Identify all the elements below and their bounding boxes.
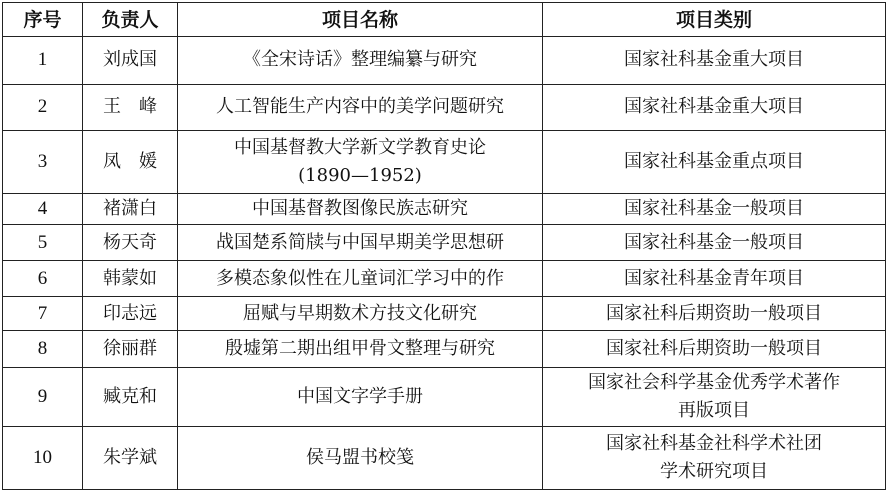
cell-leader: 臧克和 [83, 367, 178, 427]
cell-leader: 朱学斌 [83, 427, 178, 490]
cell-project-name [178, 131, 543, 194]
cell-leader: 徐丽群 [83, 331, 178, 367]
project-type-line: 国家社科后期资助一般项目 [606, 337, 822, 359]
project-type-line: 国家社科基金重点项目 [624, 150, 804, 172]
cell-project-name [178, 331, 543, 367]
cell-leader: 印志远 [83, 296, 178, 330]
project-type-line: 国家社科基金重大项目 [624, 49, 804, 71]
cell-project-type [543, 331, 886, 367]
project-name-line: 侯马盟书校笺 [306, 447, 414, 469]
header-row [3, 3, 886, 37]
project-name-line: 中国基督教图像民族志研究 [252, 197, 468, 219]
cell-index: 2 [3, 84, 83, 131]
cell-index: 6 [3, 261, 83, 296]
project-type-line: 国家社科基金社科学术社团 [606, 433, 822, 455]
project-type-line: 国家社科后期资助一般项目 [606, 302, 822, 324]
header-index: 序号 [3, 3, 83, 37]
header-leader: 负责人 [83, 3, 178, 37]
cell-project-name [178, 427, 543, 490]
project-table [2, 2, 886, 490]
table-row [3, 131, 886, 194]
cell-project-name [178, 84, 543, 131]
table-row [3, 84, 886, 131]
table-body [3, 37, 886, 490]
project-type-line: 学术研究项目 [660, 461, 768, 483]
cell-project-type [543, 37, 886, 85]
project-type-line: 国家社科基金青年项目 [624, 267, 804, 289]
project-name-line: 中国基督教大学新文学教育史论 [234, 136, 486, 158]
header-project-type: 项目类别 [543, 3, 886, 37]
cell-project-name [178, 296, 543, 330]
cell-leader: 刘成国 [83, 37, 178, 85]
project-name-line: 多模态象似性在儿童词汇学习中的作 [216, 267, 504, 289]
project-type-line: 国家社科基金重大项目 [624, 96, 804, 118]
cell-project-name [178, 193, 543, 224]
cell-leader: 王 峰 [83, 84, 178, 131]
cell-index: 3 [3, 131, 83, 194]
table-row [3, 331, 886, 367]
cell-project-type [543, 225, 886, 261]
project-name-line: 人工智能生产内容中的美学问题研究 [216, 96, 504, 118]
cell-index: 9 [3, 367, 83, 427]
project-type-line: 国家社科基金一般项目 [624, 231, 804, 253]
cell-index: 5 [3, 225, 83, 261]
project-name-line: 中国文字学手册 [297, 385, 423, 407]
project-name-line: 屈赋与早期数术方技文化研究 [243, 302, 477, 324]
cell-project-type [543, 427, 886, 490]
table-row [3, 261, 886, 296]
cell-project-type [543, 367, 886, 427]
cell-index: 7 [3, 296, 83, 330]
table-row [3, 427, 886, 490]
cell-index: 10 [3, 427, 83, 490]
cell-project-type [543, 131, 886, 194]
cell-project-name [178, 367, 543, 427]
table-row [3, 37, 886, 85]
cell-project-name [178, 37, 543, 85]
cell-leader: 韩蒙如 [83, 261, 178, 296]
cell-index: 4 [3, 193, 83, 224]
cell-project-name [178, 261, 543, 296]
table-row [3, 193, 886, 224]
cell-leader: 杨天奇 [83, 225, 178, 261]
header-project-name: 项目名称 [178, 3, 543, 37]
cell-project-type [543, 296, 886, 330]
project-name-line: (1890—1952) [298, 164, 422, 186]
cell-project-type [543, 261, 886, 296]
project-type-line: 国家社科基金一般项目 [624, 197, 804, 219]
table-row [3, 367, 886, 427]
project-name-line: 殷墟第二期出组甲骨文整理与研究 [225, 337, 495, 359]
project-type-line: 国家社会科学基金优秀学术著作 [588, 371, 840, 393]
cell-index: 8 [3, 331, 83, 367]
project-name-line: 《全宋诗话》整理编纂与研究 [243, 49, 477, 71]
cell-project-type [543, 84, 886, 131]
cell-index: 1 [3, 37, 83, 85]
table-row [3, 296, 886, 330]
cell-leader: 褚潇白 [83, 193, 178, 224]
cell-leader: 凤 媛 [83, 131, 178, 194]
project-name-line: 战国楚系简牍与中国早期美学思想研 [216, 231, 504, 253]
table-row [3, 225, 886, 261]
project-type-line: 再版项目 [678, 399, 750, 421]
cell-project-type [543, 193, 886, 224]
cell-project-name [178, 225, 543, 261]
